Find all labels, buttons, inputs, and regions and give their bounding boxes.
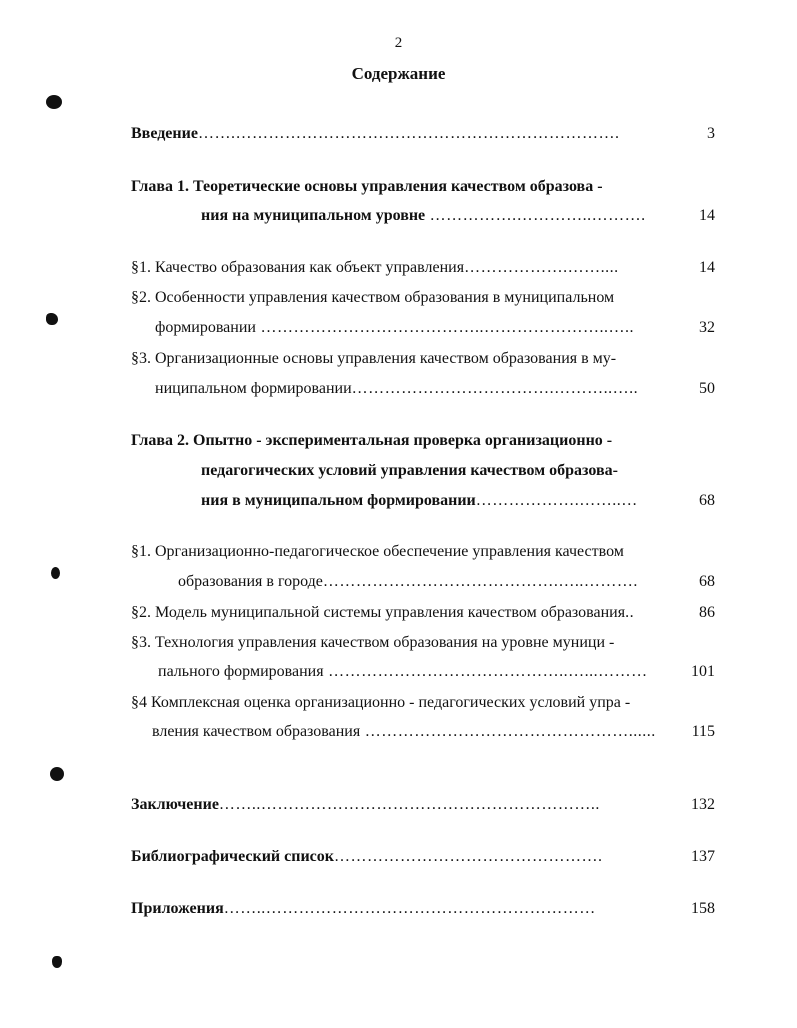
scan-blot xyxy=(50,767,64,781)
leader-dots: …………….…………..………. xyxy=(425,207,646,224)
leader-dots: ……………………………….………..….. xyxy=(351,380,639,397)
toc-page-number: 3 xyxy=(707,125,715,142)
toc-entry-ch2-section-1-line1[interactable]: §1. Организационно-педагогическое обеспечение управления качеством xyxy=(131,543,624,560)
toc-entry-ch2-section-3-line2[interactable] xyxy=(158,662,648,682)
toc-page-number: 115 xyxy=(691,723,715,740)
toc-entry-ch2-section-4-line2[interactable] xyxy=(152,722,656,742)
toc-entry-label: формировании xyxy=(155,319,256,336)
toc-page-number: 137 xyxy=(691,848,715,865)
toc-entry-label: §1. Качество образования как объект управления xyxy=(131,259,465,276)
toc-entry-ch2-section-4-line1[interactable]: §4 Комплексная оценка организационно - педагогических условий упра - xyxy=(131,694,631,711)
scan-blot xyxy=(46,95,62,109)
toc-entry-label: ния в муниципальном формировании xyxy=(201,492,476,509)
toc-entry-label: Приложения xyxy=(131,900,224,917)
leader-dots: …………………………………..…………………..….. xyxy=(255,319,634,336)
toc-entry-label: пального формирования xyxy=(158,663,324,680)
leader-dots: …………………………………………. xyxy=(333,848,603,865)
toc-entry-label: Библиографический список xyxy=(131,848,334,865)
toc-entry-ch2-section-2[interactable] xyxy=(131,603,634,623)
leader-dots: ……………………………………..…...……… xyxy=(323,663,648,680)
toc-entry-label: образования в городе xyxy=(178,573,323,590)
toc-page-number: 86 xyxy=(699,604,715,621)
toc-page-number: 68 xyxy=(699,492,715,509)
leader-dots: …….……………………………………………………………. xyxy=(197,125,620,142)
page-number: 2 xyxy=(394,35,403,51)
toc-page-number: 32 xyxy=(699,319,715,336)
scan-blot xyxy=(52,956,62,968)
toc-page-number: 158 xyxy=(691,900,715,917)
toc-entry-chapter-2-line1[interactable]: Глава 2. Опытно - экспериментальная проверка организационно - xyxy=(131,432,613,449)
toc-page-number: 101 xyxy=(691,663,715,680)
toc-entry-intro[interactable] xyxy=(131,124,619,144)
toc-entry-ch1-section-2-line1[interactable]: §2. Особенности управления качеством образования в муниципальном xyxy=(131,289,615,306)
toc-entry-chapter-1-line2[interactable] xyxy=(201,206,646,226)
toc-entry-chapter-2-line3[interactable] xyxy=(201,491,638,511)
toc-page-number: 14 xyxy=(699,259,715,276)
leader-dots: ……………….…….... xyxy=(464,259,619,276)
leader-dots: ……..…………………………………………………… xyxy=(223,900,596,917)
leader-dots: ……………….……..… xyxy=(475,492,638,509)
toc-entry-ch1-section-2-line2[interactable] xyxy=(155,318,634,338)
toc-page-number: 132 xyxy=(691,796,715,813)
toc-entry-label: ния на муниципальном уровне xyxy=(201,207,426,224)
toc-entry-appendices[interactable] xyxy=(131,899,596,919)
toc-page-number: 50 xyxy=(699,380,715,397)
toc-entry-label: ниципальном формировании xyxy=(155,380,352,397)
toc-entry-ch1-section-1[interactable] xyxy=(131,258,619,278)
toc-entry-ch2-section-1-line2[interactable] xyxy=(178,572,638,592)
leader-dots: ……..…………………………………………………….. xyxy=(218,796,600,813)
leader-dots: …………………………………………...... xyxy=(360,723,656,740)
toc-entry-label: Заключение xyxy=(131,796,219,813)
toc-page-number: 68 xyxy=(699,573,715,590)
toc-entry-ch1-section-3-line1[interactable]: §3. Организационные основы управления качеством образования в му- xyxy=(131,350,617,367)
toc-entry-bibliography[interactable] xyxy=(131,847,602,867)
scan-blot xyxy=(46,313,58,325)
toc-entry-ch2-section-3-line1[interactable]: §3. Технология управления качеством образования на уровне муници - xyxy=(131,634,615,651)
toc-entry-label: Введение xyxy=(131,125,198,142)
toc-entry-ch1-section-3-line2[interactable] xyxy=(155,379,638,399)
toc-page-number: 14 xyxy=(699,207,715,224)
toc-entry-conclusion[interactable] xyxy=(131,795,600,815)
toc-entry-chapter-1-line1[interactable]: Глава 1. Теоретические основы управления качеством образова - xyxy=(131,178,603,195)
leader-dots: .. xyxy=(625,604,635,621)
page-title: Содержание xyxy=(351,64,446,83)
toc-entry-label: вления качеством образования xyxy=(152,723,361,740)
toc-entry-chapter-2-line2[interactable]: педагогических условий управления качеством образова- xyxy=(201,462,618,479)
toc-entry-label: §2. Модель муниципальной системы управления качеством образования xyxy=(131,604,626,621)
leader-dots: …………………………………….…..………. xyxy=(322,573,638,590)
scan-blot xyxy=(51,567,60,579)
